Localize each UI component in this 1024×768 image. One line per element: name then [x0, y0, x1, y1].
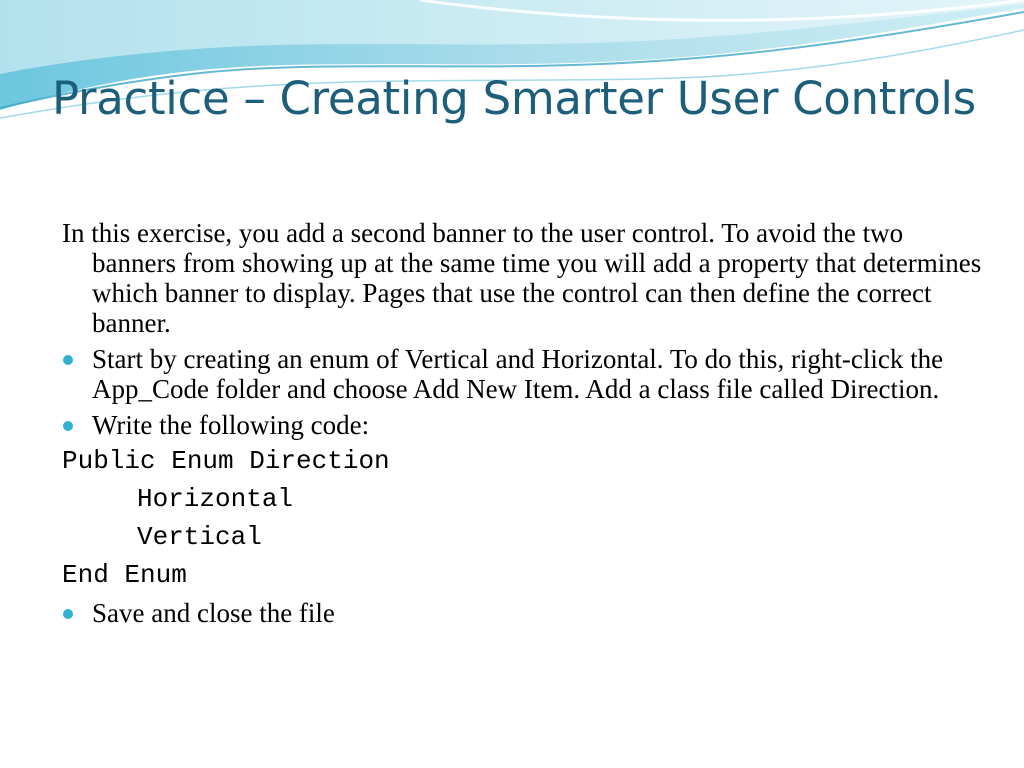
code-line: Horizontal	[137, 484, 294, 514]
bullet-text: Write the following code:	[92, 410, 370, 440]
intro-paragraph: In this exercise, you add a second banner to the user control. To avoid the two banners from showing up at the same time you will add a property that determines which banner to display. Pages that use the control can then define the correct banner.	[62, 218, 982, 338]
code-line: End Enum	[62, 560, 187, 590]
bullet-text: Start by creating an enum of Vertical and Horizontal. To do this, right-click the App_Code folder and choose Add New Item. Add a class file called Direction.	[92, 344, 944, 404]
bullet-dot-icon	[63, 421, 73, 431]
code-line: Vertical	[137, 522, 262, 552]
bullet-item	[62, 598, 982, 628]
bullet-item	[62, 410, 982, 440]
bullet-dot-icon	[63, 609, 73, 619]
bullet-text: Save and close the file	[92, 598, 335, 628]
slide-title: Practice – Creating Smarter User Controls	[52, 72, 976, 125]
code-line: Public Enum Direction	[62, 446, 390, 476]
bullet-item	[62, 344, 982, 404]
slide-body	[62, 218, 982, 634]
bullet-dot-icon	[63, 355, 73, 365]
